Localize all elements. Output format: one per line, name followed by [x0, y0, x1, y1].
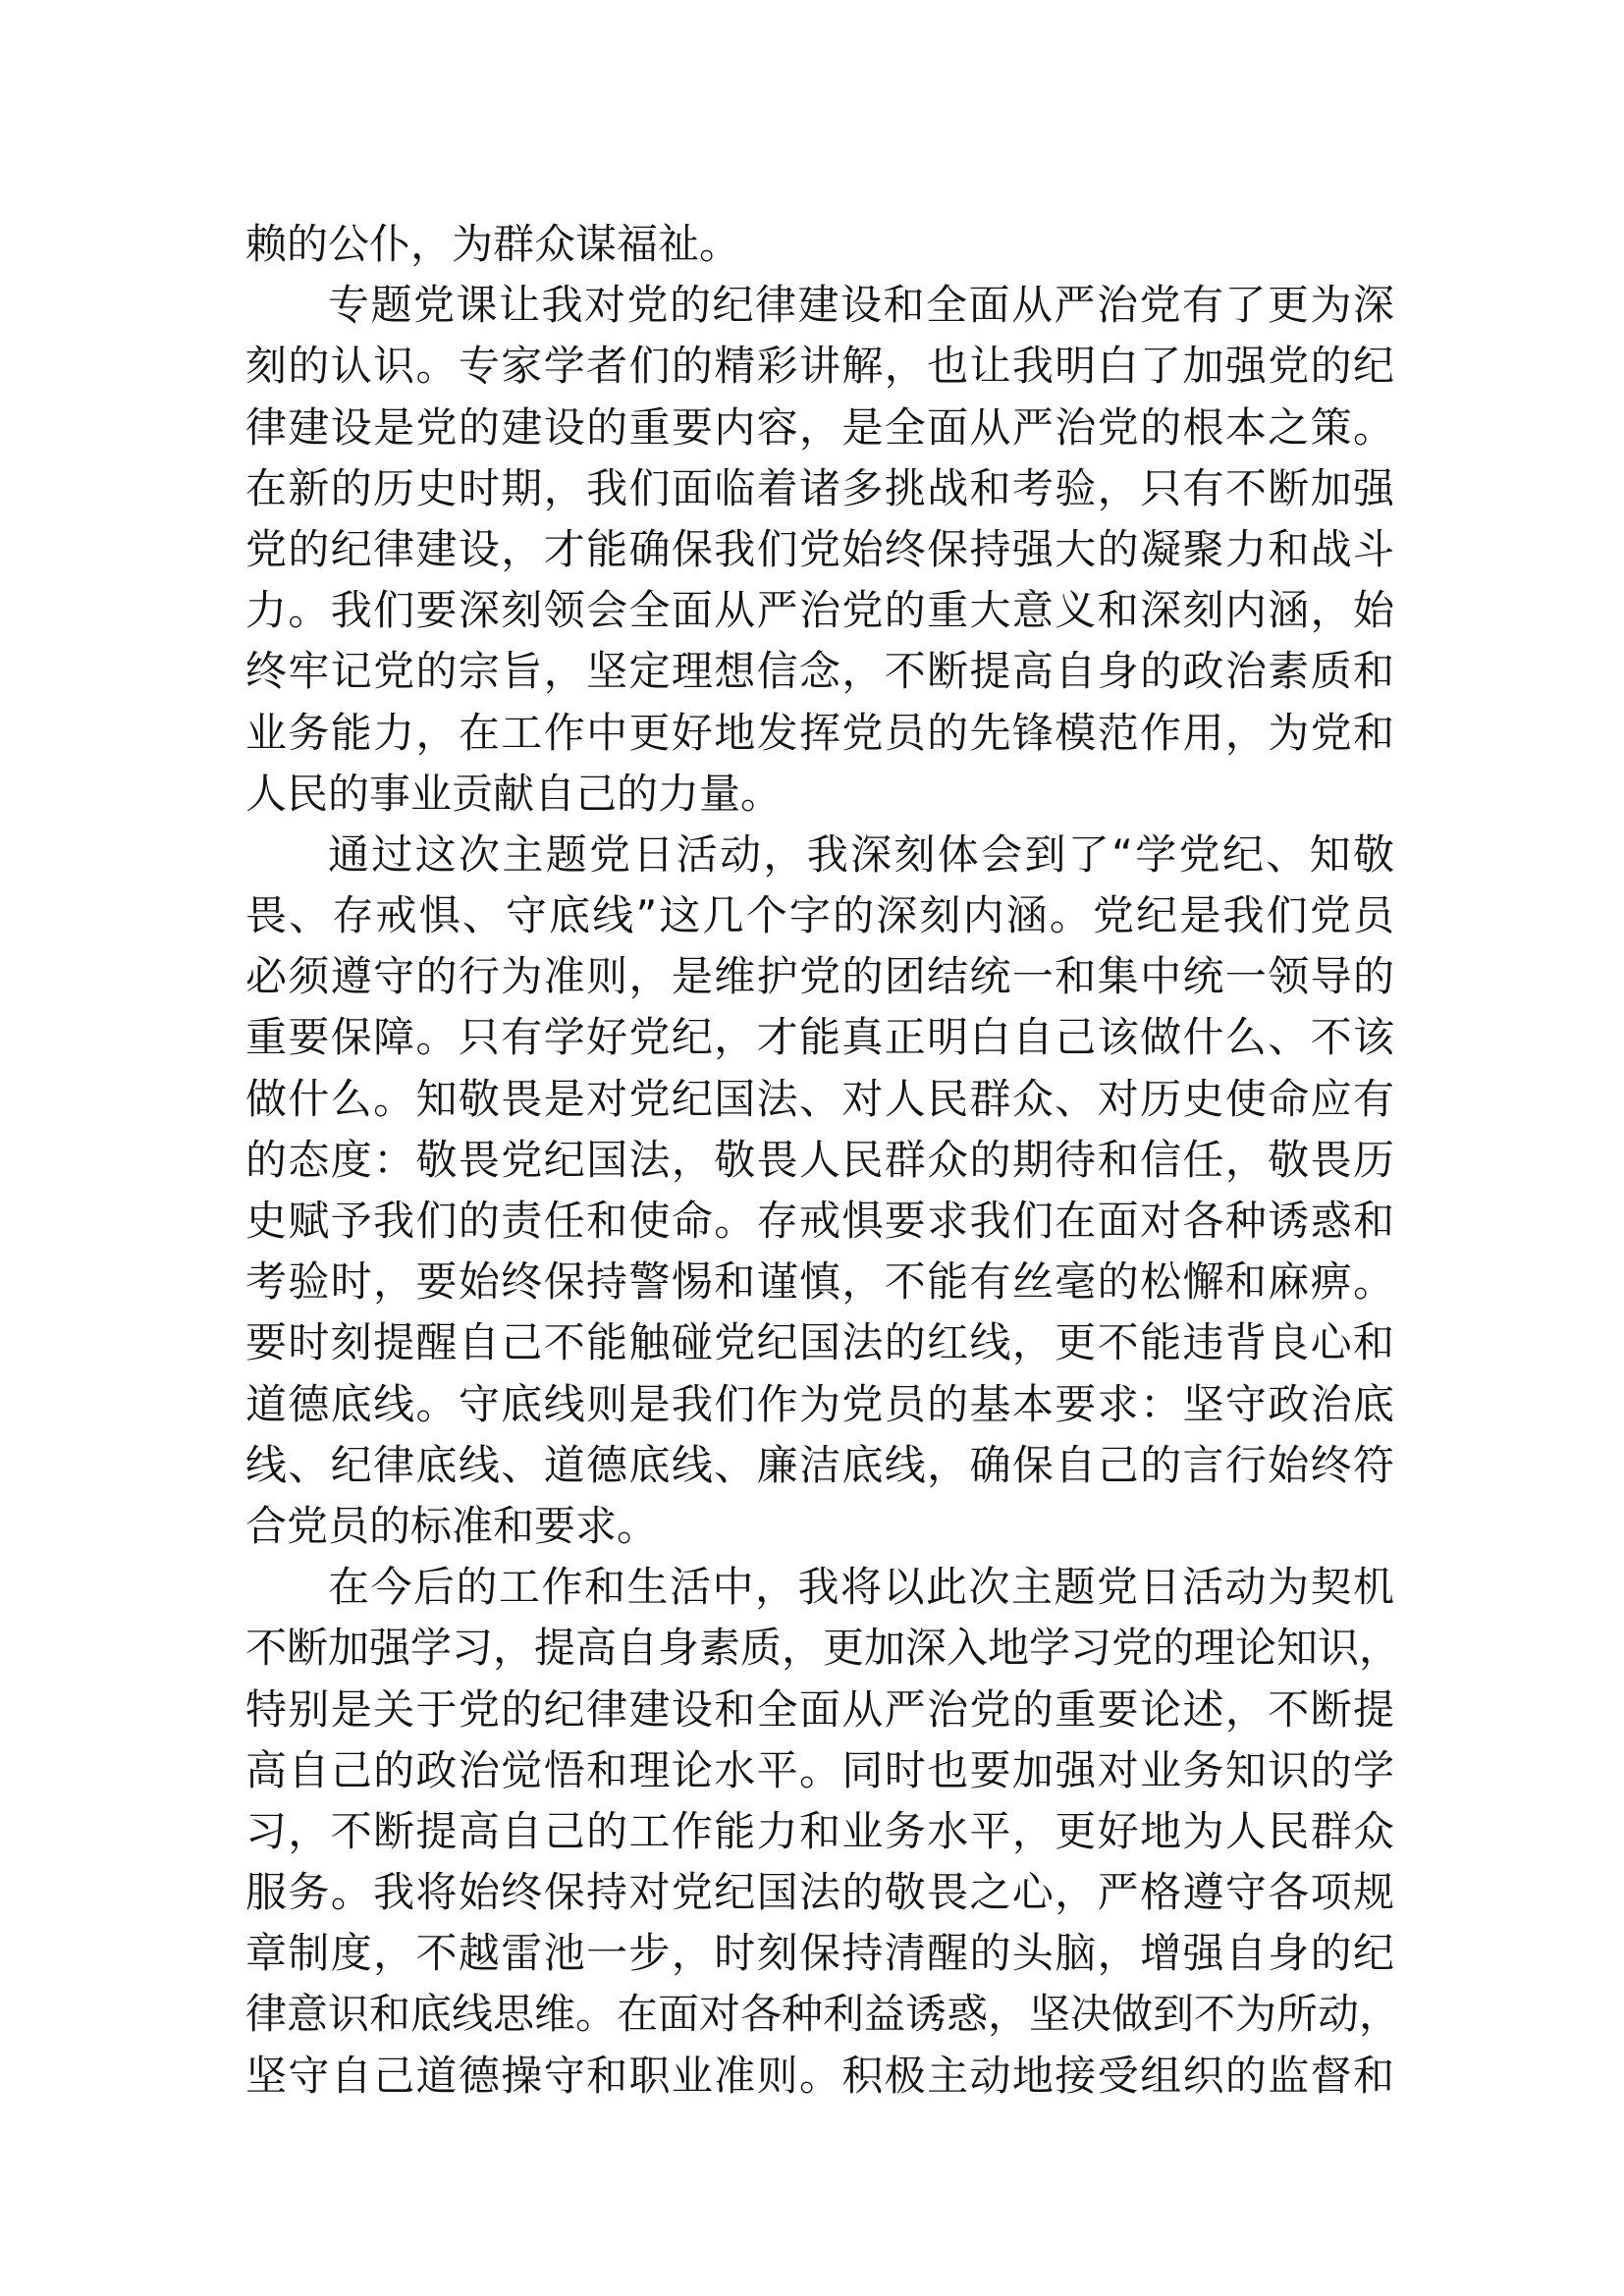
text-line: 做什么。知敬畏是对党纪国法、对人民群众、对历史使命应有 — [245, 1074, 1394, 1123]
body-text — [245, 214, 1401, 2107]
text-line: 终牢记党的宗旨，坚定理想信念，不断提高自身的政治素质和 — [245, 647, 1394, 696]
text-line: 坚守自己道德操守和职业准则。积极主动地接受组织的监督和 — [245, 2051, 1394, 2100]
text-line: 人民的事业贡献自己的力量。 — [245, 769, 783, 818]
paragraph-first-line: 专题党课让我对党的纪律建设和全面从严治党有了更为深 — [328, 281, 1394, 330]
text-line: 道德底线。守底线则是我们作为党员的基本要求：坚守政治底 — [245, 1379, 1394, 1428]
text-line: 在新的历史时期，我们面临着诸多挑战和考验，只有不断加强 — [245, 463, 1394, 512]
text-line: 刻的认识。专家学者们的精彩讲解，也让我明白了加强党的纪 — [245, 342, 1394, 391]
text-line: 特别是关于党的纪律建设和全面从严治党的重要论述，不断提 — [245, 1684, 1394, 1734]
text-line: 重要保障。只有学好党纪，才能真正明白自己该做什么、不该 — [245, 1013, 1394, 1062]
text-line: 业务能力，在工作中更好地发挥党员的先锋模范作用，为党和 — [245, 708, 1394, 757]
text-line: 必须遵守的行为准则，是维护党的团结统一和集中统一领导的 — [245, 952, 1394, 1001]
text-line: 律意识和底线思维。在面对各种利益诱惑，坚决做到不为所动， — [245, 1990, 1401, 2039]
paragraph-first-line: 在今后的工作和生活中，我将以此次主题党日活动为契机 — [328, 1563, 1394, 1612]
text-line: 力。我们要深刻领会全面从严治党的重大意义和深刻内涵，始 — [245, 586, 1394, 635]
text-line: 党的纪律建设，才能确保我们党始终保持强大的凝聚力和战斗 — [245, 524, 1394, 573]
text-line: 要时刻提醒自己不能触碰党纪国法的红线，更不能违背良心和 — [245, 1318, 1394, 1367]
text-line: 律建设是党的建设的重要内容，是全面从严治党的根本之策。 — [245, 402, 1394, 452]
text-line: 章制度，不越雷池一步，时刻保持清醒的头脑，增强自身的纪 — [245, 1929, 1394, 1978]
text-line: 服务。我将始终保持对党纪国法的敬畏之心，严格遵守各项规 — [245, 1868, 1394, 1917]
text-line: 的态度：敬畏党纪国法，敬畏人民群众的期待和信任，敬畏历 — [245, 1135, 1394, 1184]
text-line: 考验时，要始终保持警惕和谨慎，不能有丝毫的松懈和麻痹。 — [245, 1257, 1394, 1307]
text-line: 不断加强学习，提高自身素质，更加深入地学习党的理论知识， — [245, 1624, 1401, 1673]
text-line: 赖的公仆，为群众谋福祉。 — [245, 220, 741, 268]
paragraph-first-line: 通过这次主题党日活动，我深刻体会到了“学党纪、知敬 — [328, 829, 1394, 879]
text-line: 史赋予我们的责任和使命。存戒惧要求我们在面对各种诱惑和 — [245, 1197, 1394, 1245]
text-line: 合党员的标准和要求。 — [245, 1501, 659, 1550]
text-line: 习，不断提高自己的工作能力和业务水平，更好地为人民群众 — [245, 1806, 1394, 1855]
text-line: 线、纪律底线、道德底线、廉洁底线，确保自己的言行始终符 — [245, 1440, 1394, 1489]
text-line: 高自己的政治觉悟和理论水平。同时也要加强对业务知识的学 — [245, 1745, 1394, 1794]
text-line: 畏、存戒惧、守底线”这几个字的深刻内涵。党纪是我们党员 — [245, 891, 1394, 940]
